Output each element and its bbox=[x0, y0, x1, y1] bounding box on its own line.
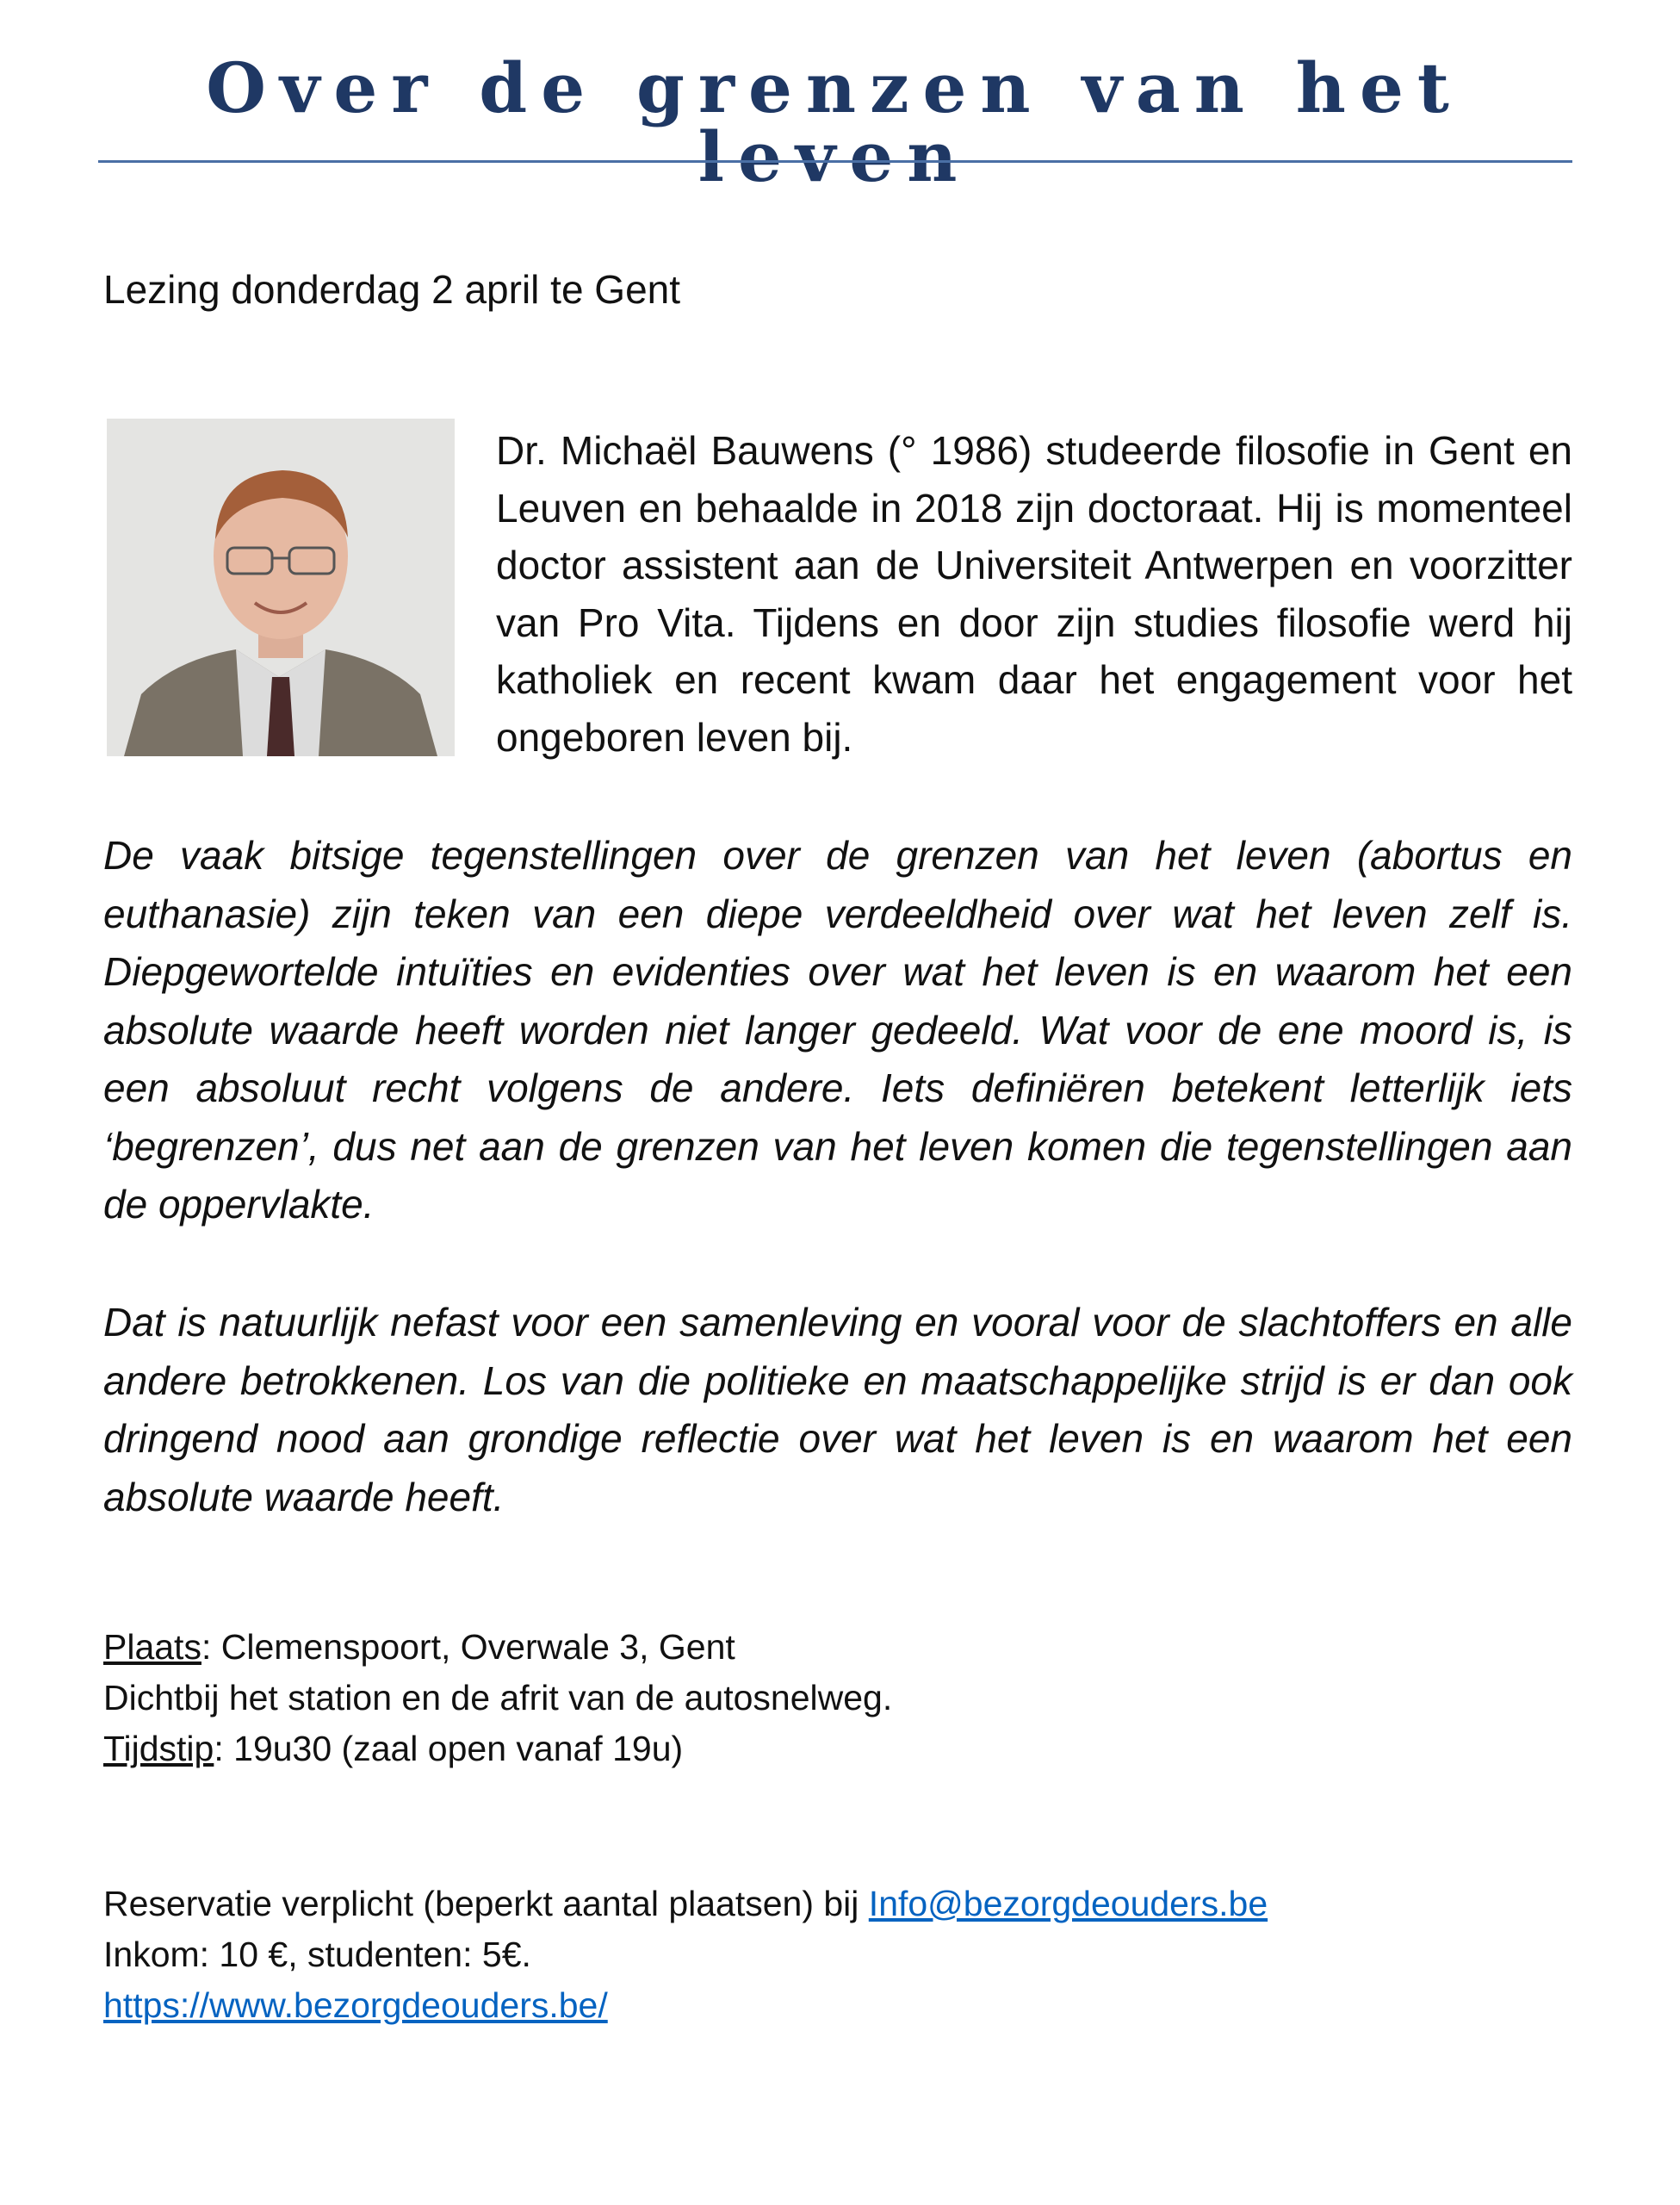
speaker-photo bbox=[107, 419, 455, 756]
location-line bbox=[103, 1622, 1572, 1673]
event-details bbox=[103, 1622, 1572, 1774]
website-link[interactable]: https://www.bezorgdeouders.be/ bbox=[103, 1985, 608, 2025]
reservation-line bbox=[103, 1879, 1572, 1929]
reservation-details bbox=[103, 1879, 1572, 2031]
time-label: Tijdstip bbox=[103, 1729, 214, 1768]
location-note: Dichtbij het station en de afrit van de autosnelweg. bbox=[103, 1678, 893, 1717]
intro-paragraph: De vaak bitsige tegenstellingen over de grenzen van het leven (abortus en euthanasie) zijn teken van een diepe verdeeldheid over wat het leven zelf is. Diepgewortelde intuïties en evidenties over wat het leven is en waarom het een absolute waarde heeft worden niet langer gedeeld. Wat voor de ene moord is, is een absoluut recht volgens de andere. Iets definiëren betekent letterlijk iets ‘begrenzen’, dus net aan de grenzen van het leven komen die tegenstellingen aan de oppervlakte. bbox=[103, 833, 1572, 1227]
speaker-bio: Dr. Michaël Bauwens (° 1986) studeerde filosofie in Gent en Leuven en behaalde in 2018 zijn doctoraat. Hij is momenteel doctor assistent aan de Universiteit Antwerpen en voorzitter van Pro Vita. Tijdens en door zijn studies filosofie werd hij katholiek en recent kwam daar het engagement voor het ongeboren leven bij. bbox=[496, 428, 1572, 760]
event-subtitle: Lezing donderdag 2 april te Gent bbox=[103, 267, 681, 312]
time-line bbox=[103, 1724, 1572, 1774]
page-title: Over de grenzen van het leven bbox=[206, 47, 1463, 197]
price-line: Inkom: 10 €, studenten: 5€. bbox=[103, 1935, 531, 1974]
time-value: : 19u30 (zaal open vanaf 19u) bbox=[214, 1729, 684, 1768]
speaker-portrait-illustration bbox=[107, 419, 455, 756]
reflection-paragraph: Dat is natuurlijk nefast voor een samenleving en vooral voor de slachtoffers en alle andere betrokkenen. Los van die politieke en maatschappelijke strijd is er dan ook dringend nood aan grondige reflectie over wat het leven is en waarom het een absolute waarde heeft. bbox=[103, 1300, 1572, 1519]
reservation-text: Reservatie verplicht (beperkt aantal plaatsen) bij bbox=[103, 1884, 869, 1923]
location-value: : Clemenspoort, Overwale 3, Gent bbox=[201, 1627, 735, 1667]
location-label: Plaats bbox=[103, 1627, 201, 1667]
email-link[interactable]: Info@bezorgdeouders.be bbox=[868, 1884, 1268, 1923]
website-line bbox=[103, 1980, 1572, 2031]
title-underline-divider bbox=[98, 160, 1572, 163]
